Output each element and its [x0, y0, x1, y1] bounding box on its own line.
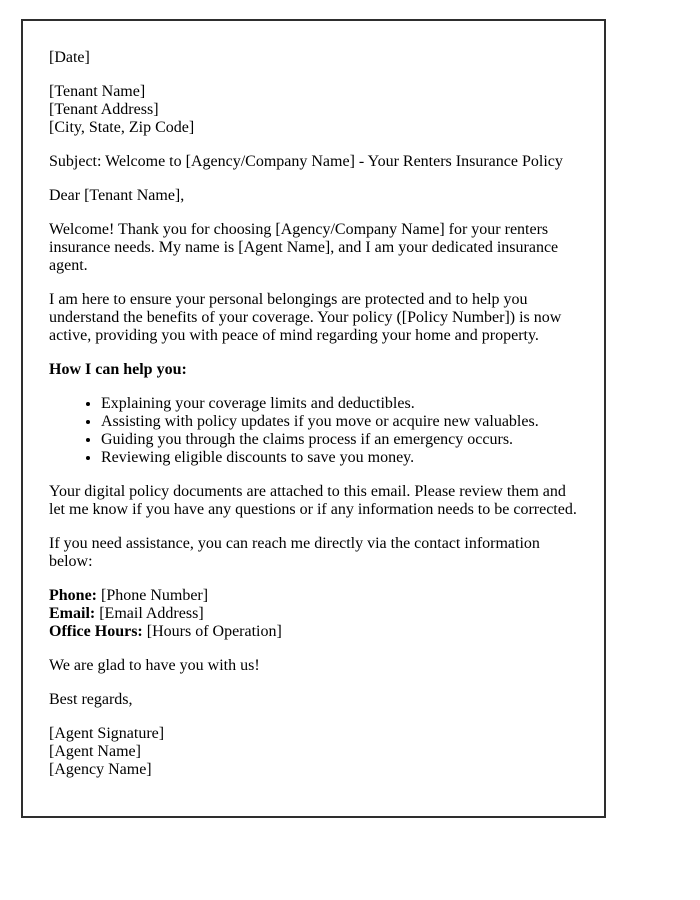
office-hours-label: Office Hours: — [49, 623, 143, 640]
policy-paragraph: I am here to ensure your personal belongings are protected and to help you understand the benefits of your coverage. Your policy ([Policy Number]) is now active, providing you with peace of mind regarding your home and property. — [49, 291, 562, 344]
help-list-item: • Reviewing eligible discounts to save you money. — [101, 449, 578, 467]
date-line: [Date] — [49, 49, 90, 66]
help-list — [49, 395, 578, 467]
subject-line: Subject: Welcome to [Agency/Company Name] - Your Renters Insurance Policy — [49, 153, 563, 170]
recipient-city-state-zip: [City, State, Zip Code] — [49, 119, 195, 136]
welcome-note-paragraph: We are glad to have you with us! — [49, 657, 260, 674]
office-hours-value: [Hours of Operation] — [146, 623, 282, 640]
phone-label: Phone: — [49, 587, 97, 604]
letter-document — [21, 19, 606, 818]
assistance-paragraph: If you need assistance, you can reach me directly via the contact information below: — [49, 535, 540, 570]
agency-name-line: [Agency Name] — [49, 761, 152, 778]
phone-value: [Phone Number] — [101, 587, 209, 604]
help-list-item: • Guiding you through the claims process if an emergency occurs. — [101, 431, 578, 449]
contact-block — [49, 587, 578, 641]
help-heading — [49, 361, 578, 379]
greeting-line: Dear [Tenant Name], — [49, 187, 185, 204]
recipient-name: [Tenant Name] — [49, 83, 146, 100]
help-list-item: • Explaining your coverage limits and deductibles. — [101, 395, 578, 413]
recipient-address: [Tenant Address] — [49, 101, 159, 118]
agent-name-line: [Agent Name] — [49, 743, 141, 760]
signature-block — [49, 725, 578, 779]
closing-line: Best regards, — [49, 691, 133, 708]
help-list-item: • Assisting with policy updates if you move or acquire new valuables. — [101, 413, 578, 431]
email-label: Email: — [49, 605, 96, 622]
intro-paragraph: Welcome! Thank you for choosing [Agency/Company Name] for your renters insurance needs. My name is [Agent Name], and I am your dedicated insurance agent. — [49, 221, 559, 274]
email-value: [Email Address] — [99, 605, 204, 622]
recipient-block — [49, 83, 578, 137]
help-heading-text: How I can help you: — [49, 361, 187, 378]
agent-signature-line: [Agent Signature] — [49, 725, 165, 742]
documents-paragraph: Your digital policy documents are attached to this email. Please review them and let me know if you have any questions or if any information needs to be corrected. — [49, 483, 577, 518]
